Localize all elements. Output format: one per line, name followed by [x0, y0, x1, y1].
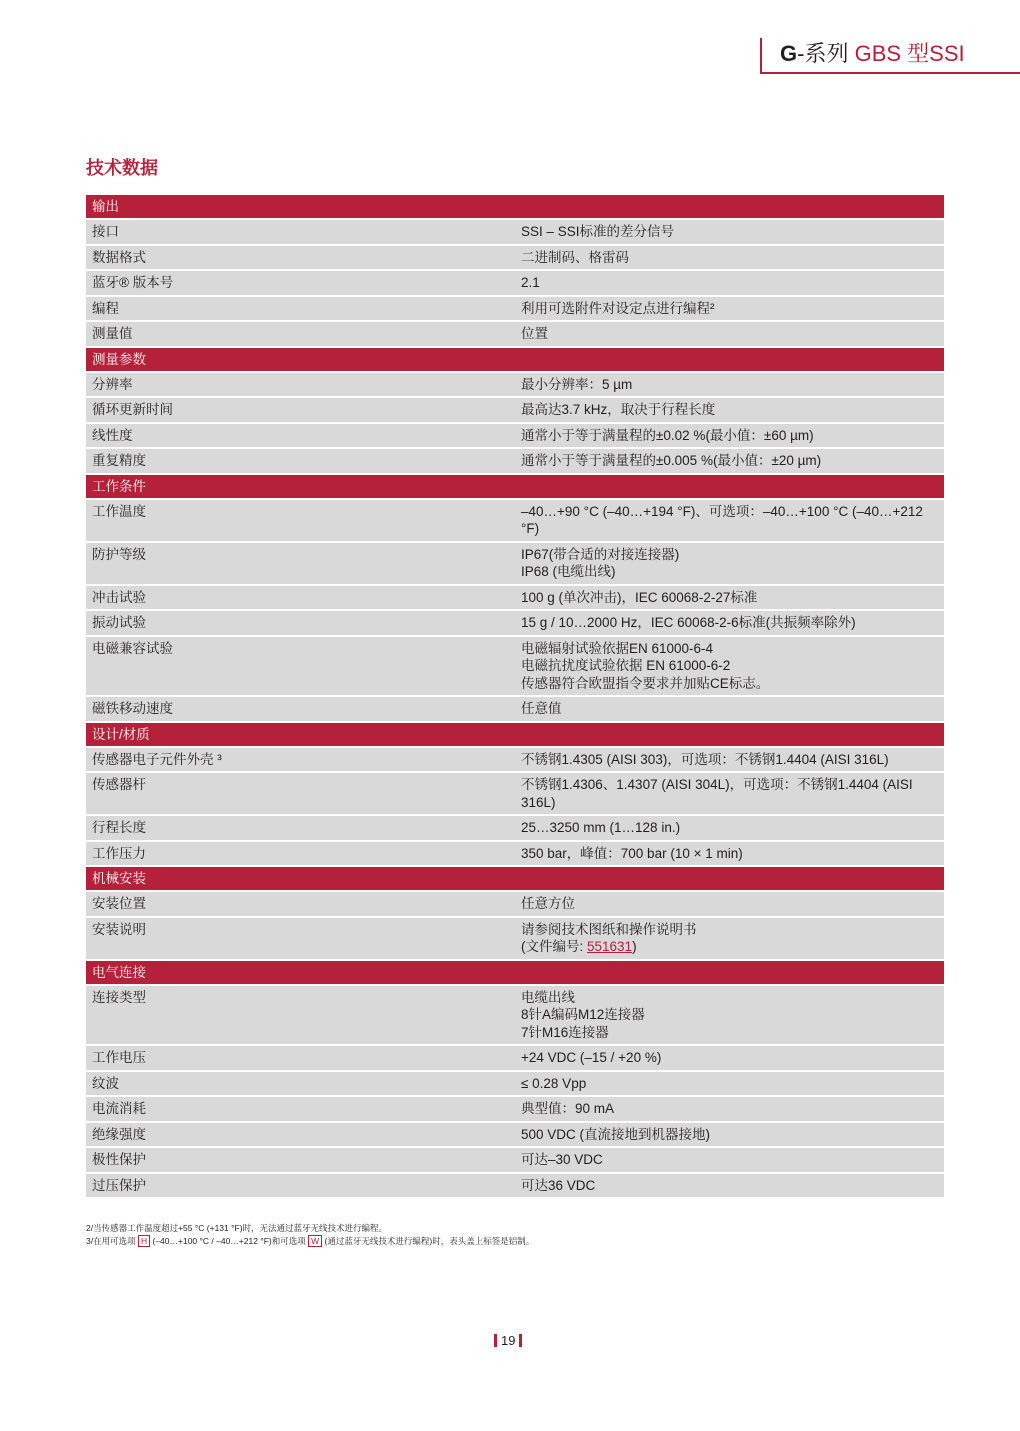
value-text: 任意值: [521, 701, 562, 716]
table-row: [86, 1123, 944, 1147]
value-text: (文件编号:: [521, 939, 587, 954]
row-value: [515, 1072, 944, 1096]
row-label: 传感器电子元件外壳 ³: [86, 748, 515, 772]
value-line: [521, 427, 938, 445]
page-header-title: [780, 40, 965, 68]
section-title: 技术数据: [86, 158, 158, 178]
table-row: [86, 842, 944, 866]
page-number-bar-left: [494, 1334, 497, 1347]
footnote-3: [86, 1235, 534, 1248]
row-value: [515, 271, 944, 295]
value-text: –40…+90 °C (–40…+194 °F)、可选项：–40…+100 °C (–40…+212 °F): [521, 503, 923, 536]
row-value: [515, 842, 944, 866]
row-value: [515, 986, 944, 1045]
table-row: [86, 1072, 944, 1096]
value-text: 15 g / 10…2000 Hz，IEC 60068-2-6标准(共振频率除外): [521, 615, 856, 630]
group-header-row: [86, 961, 944, 984]
row-label: 循环更新时间: [86, 398, 515, 422]
row-value: [515, 816, 944, 840]
value-line: [521, 223, 938, 241]
value-text: 8针A编码M12连接器: [521, 1007, 645, 1022]
value-line: [521, 751, 938, 769]
header-brand: G: [780, 41, 798, 66]
value-text: 传感器符合欧盟指令要求并加贴CE标志。: [521, 675, 770, 691]
value-text: 2.1: [521, 275, 540, 290]
group-title: 工作条件: [86, 475, 944, 498]
table-row: [86, 322, 944, 346]
row-value: [515, 297, 944, 321]
table-row: [86, 297, 944, 321]
value-line: [521, 401, 938, 419]
row-value: [515, 586, 944, 610]
value-text: 可达–30 VDC: [521, 1152, 603, 1167]
value-line: [521, 1100, 938, 1118]
value-text: 500 VDC (直流接地到机器接地): [521, 1126, 711, 1142]
page-number-bar-right: [519, 1334, 522, 1347]
row-value: [515, 892, 944, 916]
table-row: [86, 500, 944, 541]
row-value: [515, 918, 944, 959]
row-label: 测量值: [86, 322, 515, 346]
value-text: 任意方位: [521, 896, 575, 911]
value-text: 7针M16连接器: [521, 1024, 609, 1040]
row-value: [515, 1148, 944, 1172]
value-line: [521, 776, 938, 811]
link-suffix: ): [632, 939, 637, 954]
group-header-row: [86, 348, 944, 371]
row-value: [515, 398, 944, 422]
row-label: 极性保护: [86, 1148, 515, 1172]
footnote-2: 2/当传感器工作温度超过+55 °C (+131 °F)时，无法通过蓝牙无线技术进行编程。: [86, 1223, 388, 1233]
value-text: 电磁抗扰度试验依据 EN 61000-6-2: [521, 658, 731, 673]
value-text: 不锈钢1.4305 (AISI 303)，可选项：不锈钢1.4404 (AISI 316L): [521, 751, 889, 767]
value-line: [521, 614, 938, 632]
value-line: [521, 675, 938, 693]
table-row: [86, 918, 944, 959]
row-value: [515, 1174, 944, 1198]
value-text: 100 g (单次冲击)，IEC 60068-2-27标准: [521, 589, 758, 605]
option-h-box: H: [138, 1235, 150, 1247]
value-line: [521, 640, 938, 658]
value-line: [521, 1075, 938, 1093]
table-row: [86, 220, 944, 244]
row-label: 工作压力: [86, 842, 515, 866]
row-label: 行程长度: [86, 816, 515, 840]
value-text: 典型值：90 mA: [521, 1101, 615, 1116]
table-row: [86, 1046, 944, 1070]
value-line: [521, 249, 938, 267]
value-line: [521, 700, 938, 718]
group-title: 机械安装: [86, 867, 944, 890]
value-line: [521, 563, 938, 581]
value-line: [521, 921, 938, 939]
table-row: [86, 611, 944, 635]
footnotes: [86, 1222, 534, 1248]
value-text: 通常小于等于满量程的±0.02 %(最小值：±60 µm): [521, 427, 814, 443]
row-label: 绝缘强度: [86, 1123, 515, 1147]
row-label: 磁铁移动速度: [86, 697, 515, 721]
row-label: 工作电压: [86, 1046, 515, 1070]
row-value: [515, 697, 944, 721]
technical-data-table: [86, 193, 944, 1199]
value-line: [521, 1177, 938, 1195]
value-line: [521, 1024, 938, 1042]
row-value: [515, 773, 944, 814]
value-line: [521, 325, 938, 343]
value-line: [521, 938, 938, 956]
table-row: [86, 449, 944, 473]
row-value: [515, 449, 944, 473]
table-row: [86, 1148, 944, 1172]
table-row: [86, 773, 944, 814]
value-text: IP68 (电缆出线): [521, 564, 616, 579]
table-row: [86, 424, 944, 448]
table-row: [86, 271, 944, 295]
table-row: [86, 543, 944, 584]
row-label: 重复精度: [86, 449, 515, 473]
group-title: 输出: [86, 195, 944, 218]
value-line: [521, 1006, 938, 1024]
row-label: 电磁兼容试验: [86, 637, 515, 696]
row-label: 工作温度: [86, 500, 515, 541]
value-line: [521, 895, 938, 913]
option-w-box: W: [308, 1235, 322, 1247]
value-text: 25…3250 mm (1…128 in.): [521, 820, 681, 835]
table-row: [86, 697, 944, 721]
value-text: 最小分辨率：5 µm: [521, 376, 633, 392]
group-header-row: [86, 475, 944, 498]
value-text: 电磁辐射试验依据EN 61000-6-4: [521, 640, 714, 656]
value-line: [521, 819, 938, 837]
row-value: [515, 543, 944, 584]
row-label: 安装说明: [86, 918, 515, 959]
row-value: [515, 322, 944, 346]
document-number-link[interactable]: 551631: [587, 939, 633, 954]
header-series: -系列: [797, 41, 849, 66]
value-line: [521, 657, 938, 675]
row-value: [515, 1046, 944, 1070]
page-number: [494, 1333, 522, 1348]
table-row: [86, 1097, 944, 1121]
value-text: 电缆出线: [521, 989, 575, 1005]
row-label: 冲击试验: [86, 586, 515, 610]
row-value: [515, 1123, 944, 1147]
row-label: 安装位置: [86, 892, 515, 916]
table-row: [86, 373, 944, 397]
row-label: 蓝牙® 版本号: [86, 271, 515, 295]
row-label: 防护等级: [86, 543, 515, 584]
row-label: 振动试验: [86, 611, 515, 635]
value-line: [521, 503, 938, 538]
row-label: 接口: [86, 220, 515, 244]
row-label: 传感器杆: [86, 773, 515, 814]
table-row: [86, 637, 944, 696]
value-text: 位置: [521, 326, 548, 341]
value-line: [521, 300, 938, 318]
value-line: [521, 1126, 938, 1144]
header-underline: [760, 72, 1020, 74]
value-text: 二进制码、格雷码: [521, 249, 629, 265]
value-text: 不锈钢1.4306、1.4307 (AISI 304L)，可选项：不锈钢1.4404 (AISI 316L): [521, 777, 913, 810]
value-text: IP67(带合适的对接连接器): [521, 546, 680, 562]
value-text: SSI – SSI标准的差分信号: [521, 224, 675, 239]
row-value: [515, 637, 944, 696]
value-line: [521, 452, 938, 470]
row-label: 过压保护: [86, 1174, 515, 1198]
table-row: [86, 586, 944, 610]
row-label: 电流消耗: [86, 1097, 515, 1121]
value-line: [521, 1049, 938, 1067]
row-value: [515, 424, 944, 448]
value-text: 利用可选附件对设定点进行编程²: [521, 300, 715, 316]
row-value: [515, 373, 944, 397]
group-header-row: [86, 723, 944, 746]
value-text: 350 bar，峰值：700 bar (10 × 1 min): [521, 845, 743, 861]
table-row: [86, 748, 944, 772]
value-line: [521, 589, 938, 607]
group-title: 设计/材质: [86, 723, 944, 746]
row-value: [515, 246, 944, 270]
footnote-3-prefix: 3/在用可选项: [86, 1236, 136, 1246]
value-line: [521, 845, 938, 863]
value-text: ≤ 0.28 Vpp: [521, 1075, 587, 1091]
value-text: 请参阅技术图纸和操作说明书: [521, 921, 697, 937]
value-text: 最高达3.7 kHz，取决于行程长度: [521, 402, 716, 417]
table-row: [86, 986, 944, 1045]
row-label: 编程: [86, 297, 515, 321]
table-row: [86, 892, 944, 916]
row-label: 数据格式: [86, 246, 515, 270]
row-label: 线性度: [86, 424, 515, 448]
page-number-text: 19: [501, 1333, 516, 1348]
value-line: [521, 376, 938, 394]
row-label: 分辨率: [86, 373, 515, 397]
group-header-row: [86, 867, 944, 890]
value-line: [521, 546, 938, 564]
row-value: [515, 611, 944, 635]
footnote-3-mid: (–40…+100 °C / –40…+212 °F)和可选项: [152, 1236, 306, 1246]
value-text: 可达36 VDC: [521, 1177, 596, 1193]
value-line: [521, 989, 938, 1007]
group-title: 电气连接: [86, 961, 944, 984]
header-model: GBS 型SSI: [854, 41, 965, 66]
row-value: [515, 500, 944, 541]
row-value: [515, 1097, 944, 1121]
value-line: [521, 1151, 938, 1169]
table-row: [86, 398, 944, 422]
value-line: [521, 274, 938, 292]
row-value: [515, 220, 944, 244]
table-row: [86, 246, 944, 270]
value-text: +24 VDC (–15 / +20 %): [521, 1050, 662, 1065]
footnote-3-suffix: (通过蓝牙无线技术进行编程)时，表头盖上标签是铝制。: [324, 1236, 535, 1246]
row-value: [515, 748, 944, 772]
value-text: 通常小于等于满量程的±0.005 %(最小值：±20 µm): [521, 453, 822, 468]
group-title: 测量参数: [86, 348, 944, 371]
row-label: 连接类型: [86, 986, 515, 1045]
table-row: [86, 816, 944, 840]
group-header-row: [86, 195, 944, 218]
header-accent-bar: [760, 38, 762, 74]
table-row: [86, 1174, 944, 1198]
row-label: 纹波: [86, 1072, 515, 1096]
